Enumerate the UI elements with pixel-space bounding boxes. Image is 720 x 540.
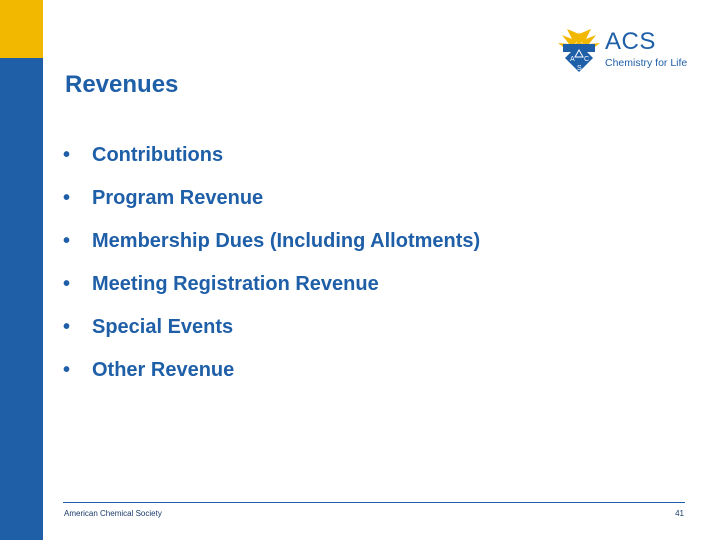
bullet-item <box>63 140 480 183</box>
left-brand-bar-accent <box>0 0 43 58</box>
emblem-letter-s: S <box>577 65 582 72</box>
bullet-dot: • <box>63 144 71 166</box>
bullet-text: Special Events <box>92 316 234 338</box>
bullet-list <box>63 140 480 398</box>
bullet-item <box>63 312 480 355</box>
acs-logo <box>553 26 688 82</box>
bullet-dot: • <box>63 230 71 252</box>
footer-divider <box>63 502 685 503</box>
bullet-dot: • <box>63 273 71 295</box>
acs-emblem-icon <box>553 26 605 82</box>
bullet-dot: • <box>63 187 71 209</box>
bullet-dot: • <box>63 359 71 381</box>
left-brand-bar <box>0 0 43 540</box>
slide-title: Revenues <box>65 71 179 98</box>
bullet-item <box>63 269 480 312</box>
bullet-text: Contributions <box>92 144 224 166</box>
footer-organization: American Chemical Society <box>64 509 162 518</box>
emblem-letter-a: A <box>570 56 575 63</box>
bullet-text: Program Revenue <box>92 187 264 209</box>
bullet-item <box>63 183 480 226</box>
bullet-text: Other Revenue <box>92 359 235 381</box>
emblem-letter-c: C <box>584 56 590 63</box>
bullet-text: Meeting Registration Revenue <box>92 273 379 295</box>
acs-tagline: Chemistry for Life <box>605 57 688 69</box>
bullet-item <box>63 355 480 398</box>
acs-wordmark: ACS <box>605 28 656 55</box>
bullet-dot: • <box>63 316 71 338</box>
bullet-text: Membership Dues (Including Allotments) <box>92 230 481 252</box>
page-number: 41 <box>675 509 684 518</box>
bullet-item <box>63 226 480 269</box>
